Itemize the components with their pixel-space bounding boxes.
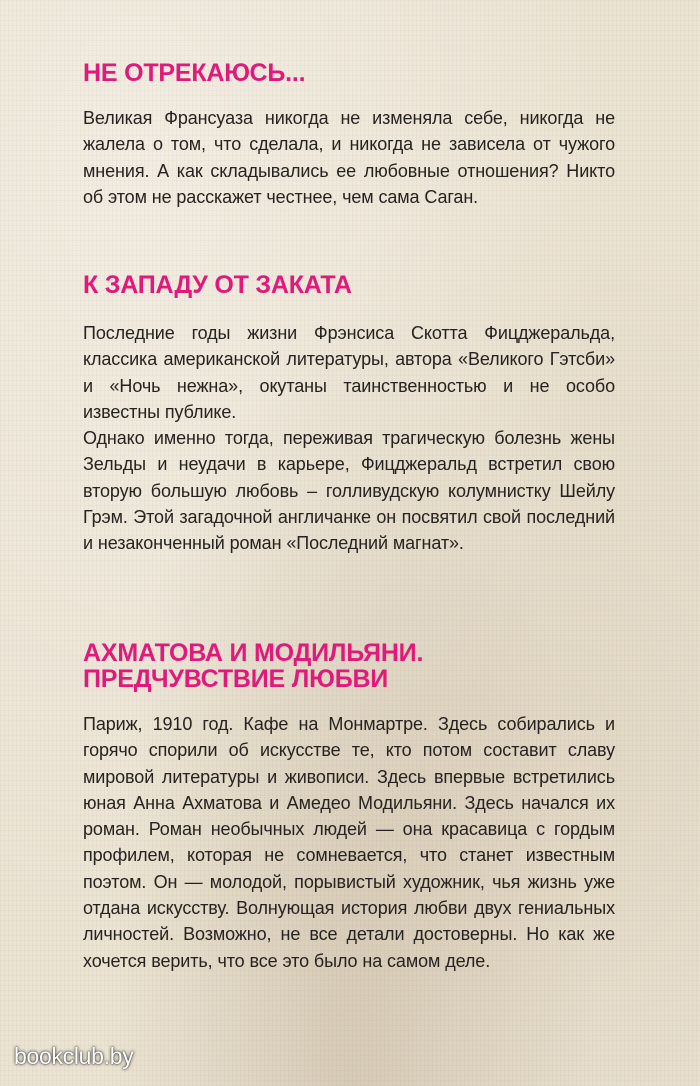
- book-annotation-3: [83, 640, 615, 974]
- book-title-3-line-2: ПРЕДЧУВСТВИЕ ЛЮБВИ: [83, 665, 389, 693]
- book-title-2: К ЗАПАДУ ОТ ЗАКАТА: [83, 271, 352, 299]
- description-paragraph: Последние годы жизни Фрэнсиса Скотта Фицджеральда, классика американской литературы, автора «Великого Гэтсби» и «Ночь нежна», окутаны таинственностью и не особо известны публике.: [83, 323, 615, 422]
- book-title-1: НЕ ОТРЕКАЮСЬ...: [83, 59, 306, 87]
- book-description-3: [83, 711, 615, 974]
- description-paragraph: Однако именно тогда, переживая трагическую болезнь жены Зельды и неудачи в карьере, Фицджеральд встретил свою вторую большую любовь – голливудскую колумнистку Шейлу Грэм. Этой загадочной англичанке он посвятил свой последний и незаконченный роман «Последний магнат».: [83, 428, 615, 554]
- description-paragraph: Великая Франсуаза никогда не изменяла себе, никогда не жалела о том, что сделала, и никогда не зависела от чужого мнения. А как складывались ее любовные отношения? Никто об этом не расскажет честнее, чем сама Саган.: [83, 108, 615, 207]
- book-annotation-2: [83, 272, 615, 557]
- book-description-2: [83, 320, 615, 557]
- book-title-3-line-1: АХМАТОВА И МОДИЛЬЯНИ.: [83, 639, 424, 667]
- site-watermark: bookclub.by: [14, 1043, 134, 1069]
- book-title-3: [83, 640, 615, 692]
- description-paragraph: Париж, 1910 год. Кафе на Монмартре. Здесь собирались и горячо спорили об искусстве те, кто потом составит славу мировой литературы и живописи. Здесь впервые встретились юная Анна Ахматова и Амедео Модильяни. Здесь начался их роман. Роман необычных людей — она красавица с гордым профилем, которая не сомневается, что станет известным поэтом. Он — молодой, порывистый художник, чья жизнь уже отдана искусству. Волнующая история любви двух гениальных личностей. Возможно, не все детали достоверны. Но как же хочется верить, что все это было на самом деле.: [83, 714, 615, 971]
- book-annotation-1: [83, 60, 615, 210]
- book-description-1: [83, 105, 615, 210]
